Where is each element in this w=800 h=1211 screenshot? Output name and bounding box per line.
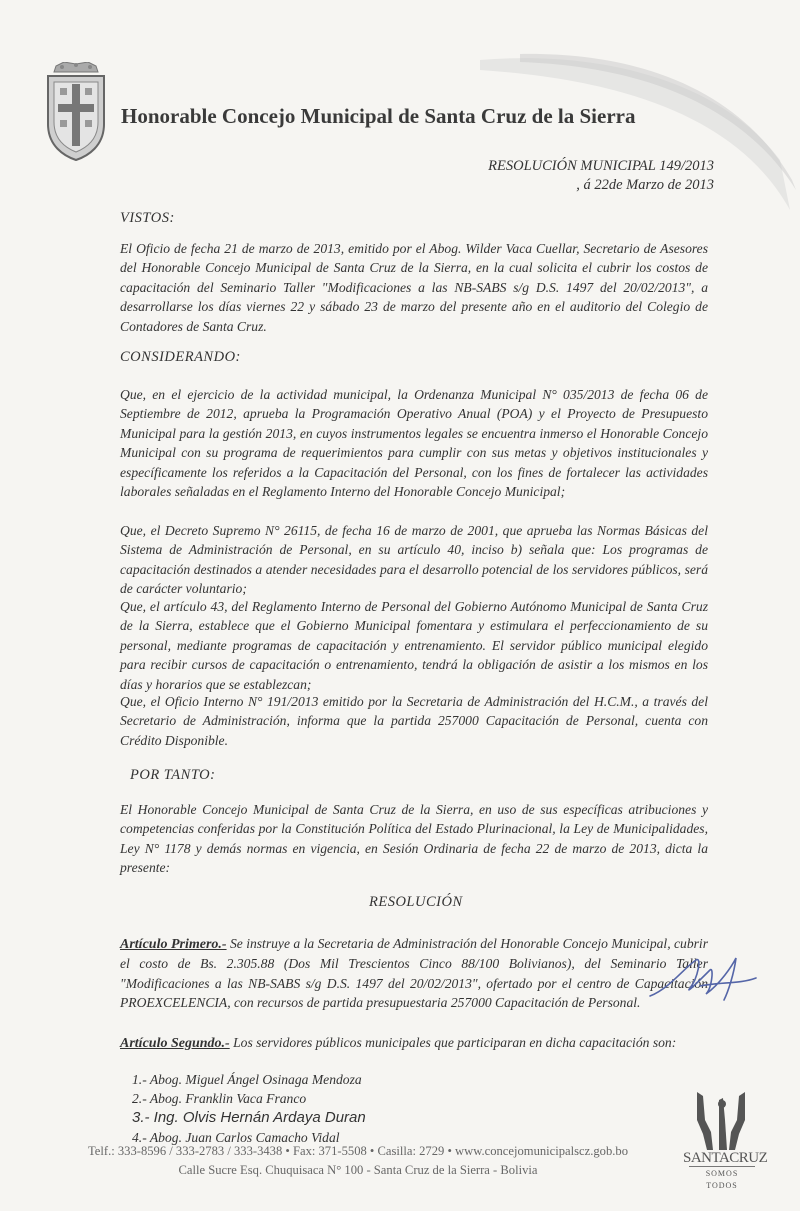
- resolution-number: RESOLUCIÓN MUNICIPAL 149/2013: [488, 158, 714, 174]
- considerando-paragraph: Que, el Oficio Interno N° 191/2013 emitido por la Secretaria de Administración del H.C.M., a través del Secretario de Administración, informa que la partida 257000 Capacitación de Personal, cuenta con Crédito Disponible.: [120, 694, 708, 748]
- footer-address: Calle Sucre Esq. Chuquisaca N° 100 - Santa Cruz de la Sierra - Bolivia: [178, 1163, 538, 1177]
- list-item: 2.- Abog. Franklin Vaca Franco: [132, 1091, 307, 1107]
- vistos-heading: VISTOS:: [120, 210, 175, 226]
- vistos-text: El Oficio de fecha 21 de marzo de 2013, emitido por el Abog. Wilder Vaca Cuellar, Secretario de Asesores del Honorable Concejo Municipal de Santa Cruz de la Sierra, en la cual solicita el cubrir los costos de capacitación del Seminario Taller "Modificaciones a las NB-SABS s/g D.S. 1497 del 20/02/2013", a desarrollarse los días viernes 22 y sábado 23 de marzo del presente año en el auditorio del Colegio de Contadores de Santa Cruz.: [120, 241, 708, 334]
- resolucion-heading: RESOLUCIÓN: [369, 894, 463, 910]
- article-segundo-text: Los servidores públicos municipales que participaran en dicha capacitación son:: [229, 1035, 677, 1050]
- participants-list: [132, 1070, 366, 1147]
- list-item: 3.- Ing. Olvis Hernán Ardaya Duran: [132, 1109, 366, 1127]
- handwritten-signature: [640, 948, 760, 1008]
- por-tanto-text: El Honorable Concejo Municipal de Santa Cruz de la Sierra, en uso de sus específicas atribuciones y competencias conferidas por la Constitución Política del Estado Plurinacional, la Ley de Municipalidades, Ley N° 1178 y demás normas en vigencia, en Sesión Ordinaria de fecha 22 de marzo de 2013, dicta la presente:: [120, 802, 708, 876]
- list-item: 1.- Abog. Miguel Ángel Osinaga Mendoza: [132, 1072, 362, 1087]
- article-primero-text: Se instruye a la Secretaria de Administración del Honorable Concejo Municipal, cubrir el costo de Bs. 2.305.88 (Dos Mil Trescientos Cinco 88/100 Bolivianos), del Seminario Taller "Modificaciones a las NB-SABS s/g D.S. 1497 del 20/02/2013", ofertado por el centro de Capacitación PROEXCELENCIA, con recursos de partida presupuestaria 257000 Capacitación de Personal.: [120, 936, 708, 1011]
- por-tanto-heading: POR TANTO:: [130, 767, 216, 783]
- resolution-header: [488, 157, 714, 195]
- article-segundo: [120, 1033, 708, 1053]
- article-primero-label: Artículo Primero.-: [120, 937, 227, 952]
- santa-cruz-logo-text: [683, 1150, 768, 1192]
- footer-contact: Telf.: 333-8596 / 333-2783 / 333-3438 • Fax: 371-5508 • Casilla: 2729 • www.concejomunicipalscz.gob.bo: [87, 1144, 629, 1158]
- logo-text-main: SANTACRUZ: [683, 1150, 768, 1166]
- list-item: 4.- Abog. Juan Carlos Camacho Vidal: [132, 1129, 340, 1145]
- logo-text-sub: SOMOS TODOS: [689, 1166, 755, 1192]
- municipal-crest-icon: [44, 62, 108, 162]
- considerando-paragraph: Que, el Decreto Supremo N° 26115, de fecha 16 de marzo de 2001, que aprueba las Normas Básicas del Sistema de Administración de Personal, en su artículo 40, inciso b) señala que: Los programas de capacitación destinados a atender necesidades para el desarrollo potencial de los servidores públicos, será de carácter voluntario;: [120, 523, 708, 597]
- considerando-heading: CONSIDERANDO:: [120, 349, 241, 365]
- article-primero: [120, 934, 708, 1013]
- resolution-date: , á 22de Marzo de 2013: [576, 177, 714, 193]
- council-title: Honorable Concejo Municipal de Santa Cruz de la Sierra: [121, 104, 636, 128]
- considerando-paragraph: Que, en el ejercicio de la actividad municipal, la Ordenanza Municipal N° 035/2013 de fecha 06 de Septiembre de 2012, aprueba la Programación Operativo Anual (POA) y el Proyecto de Presupuesto Municipal para la gestión 2013, en cuyos instrumentos legales se encuentra inmerso el Honorable Concejo Municipal con su programa de requerimientos para cumplir con sus metas y objetivos institucionales y específicamente los referidos a la Capacitación del Personal, con los fines de fortalecer las actividades laborales señaladas en el Reglamento Interno del Honorable Concejo Municipal;: [120, 387, 708, 500]
- article-segundo-label: Artículo Segundo.-: [120, 1036, 230, 1051]
- considerando-paragraph: Que, el artículo 43, del Reglamento Interno de Personal del Gobierno Autónomo Municipal de Santa Cruz de la Sierra, establece que el Gobierno Municipal fomentara y estimulara el perfeccionamiento de su personal, mediante programas de capacitación y entrenamiento. El servidor público municipal elegido para recibir cursos de capacitación o entrenamiento, tendrá la obligación de asistir a los mismos en los días y horarios que se establezcan;: [120, 599, 708, 692]
